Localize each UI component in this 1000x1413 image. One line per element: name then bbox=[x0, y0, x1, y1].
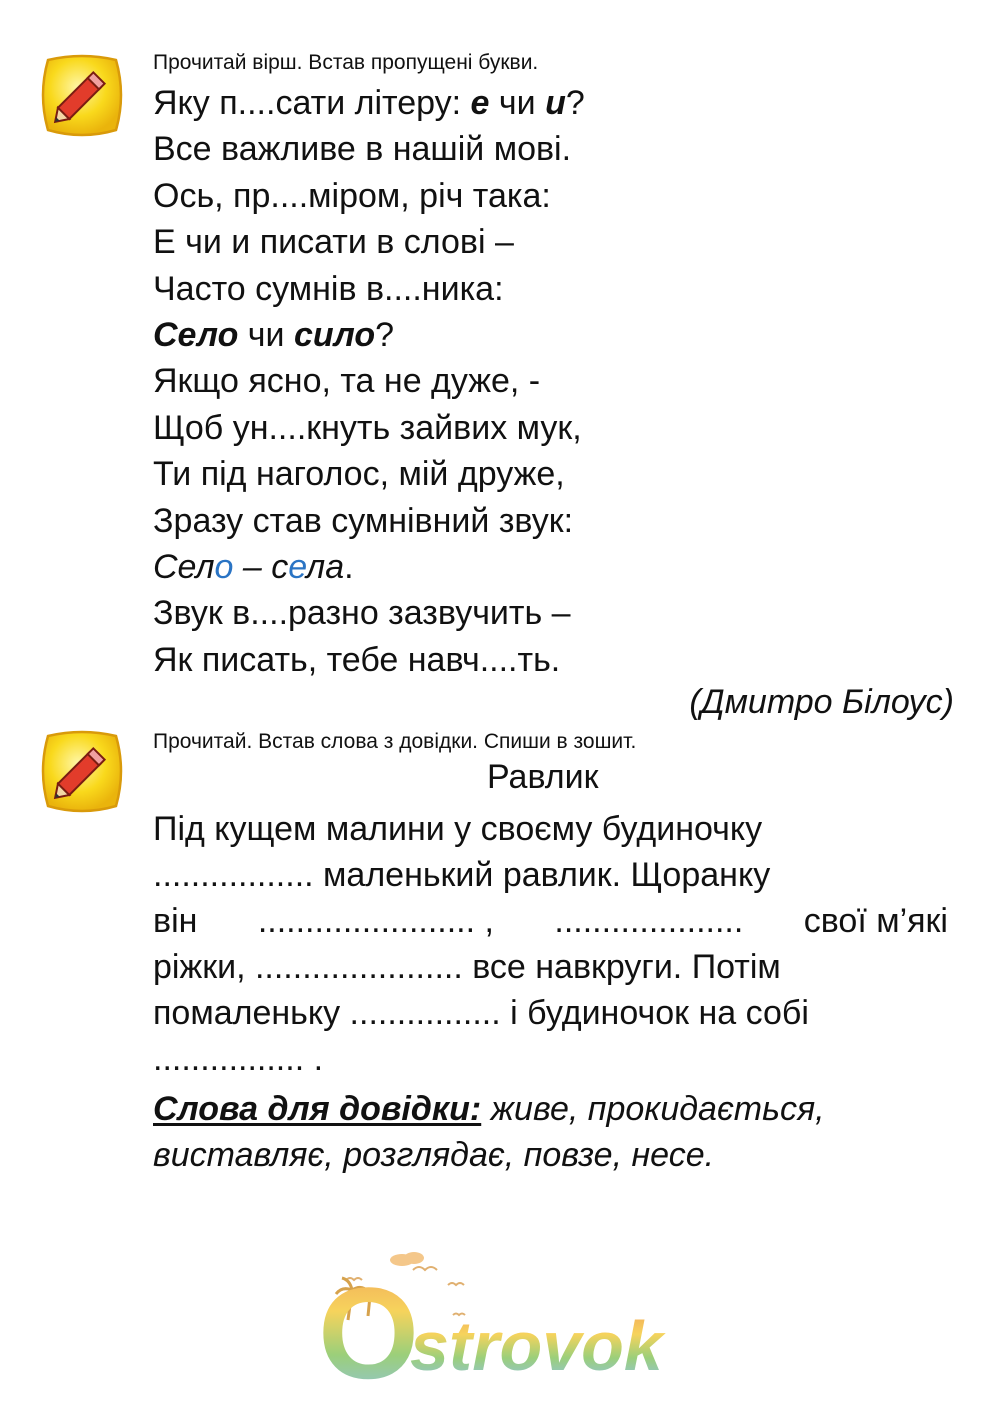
pencil-icon bbox=[38, 52, 126, 138]
poem-line: Як писать, тебе навч....ть. bbox=[153, 640, 561, 679]
task2-instruction: Прочитай. Встав слова з довідки. Спиши в зошит. bbox=[153, 730, 637, 753]
logo-text: strovok bbox=[410, 1307, 663, 1385]
poem-line: Е чи и писати в слові – bbox=[153, 223, 514, 262]
poem-line: Ти під наголос, мій друже, bbox=[153, 455, 565, 494]
story-line: Під кущем малини у своєму будиночку bbox=[153, 810, 763, 848]
poem-line: Щоб ун....кнуть зайвих мук, bbox=[153, 408, 582, 447]
pencil-icon bbox=[38, 728, 126, 814]
poem bbox=[153, 80, 585, 683]
story-title: Равлик bbox=[487, 758, 599, 796]
poem-line: Ось, пр....міром, річ така: bbox=[153, 176, 551, 215]
story-text bbox=[153, 806, 948, 1083]
story-line: він ....................... , .................... свої м’які bbox=[153, 902, 948, 941]
poem-line: Зразу став сумнівний звук: bbox=[153, 501, 574, 540]
task1-instruction: Прочитай вірш. Встав пропущені букви. bbox=[153, 51, 539, 74]
word-bank bbox=[153, 1086, 825, 1178]
poem-line: Звук в....разно зазвучить – bbox=[153, 594, 571, 633]
poem-line: Часто сумнів в....ника: bbox=[153, 269, 504, 308]
story-line: ................. маленький равлик. Щоранку bbox=[153, 856, 771, 895]
poem-line: Все важливе в нашій мові. bbox=[153, 130, 572, 169]
story-line: помаленьку ................ і будиночок на собі bbox=[153, 994, 809, 1033]
poem-line: Яку п....сати літеру: е чи и? bbox=[153, 84, 585, 122]
poem-line: Якщо ясно, та не дуже, - bbox=[153, 362, 541, 401]
story-line: ................ . bbox=[153, 1040, 324, 1079]
word-bank-label: Слова для довідки: bbox=[153, 1090, 482, 1128]
word-bank-words: живе, прокидається, bbox=[481, 1090, 825, 1128]
poem-author: (Дмитро Білоус) bbox=[689, 683, 954, 721]
poem-line: Село – села. bbox=[153, 547, 354, 586]
ostrovok-logo bbox=[318, 1250, 758, 1390]
logo-letter: O bbox=[318, 1260, 420, 1390]
poem-line: Село чи сило? bbox=[153, 315, 395, 354]
word-bank-words: виставляє, розглядає, повзе, несе. bbox=[153, 1136, 715, 1175]
story-line: ріжки, ...................... все навкруги. Потім bbox=[153, 948, 781, 987]
